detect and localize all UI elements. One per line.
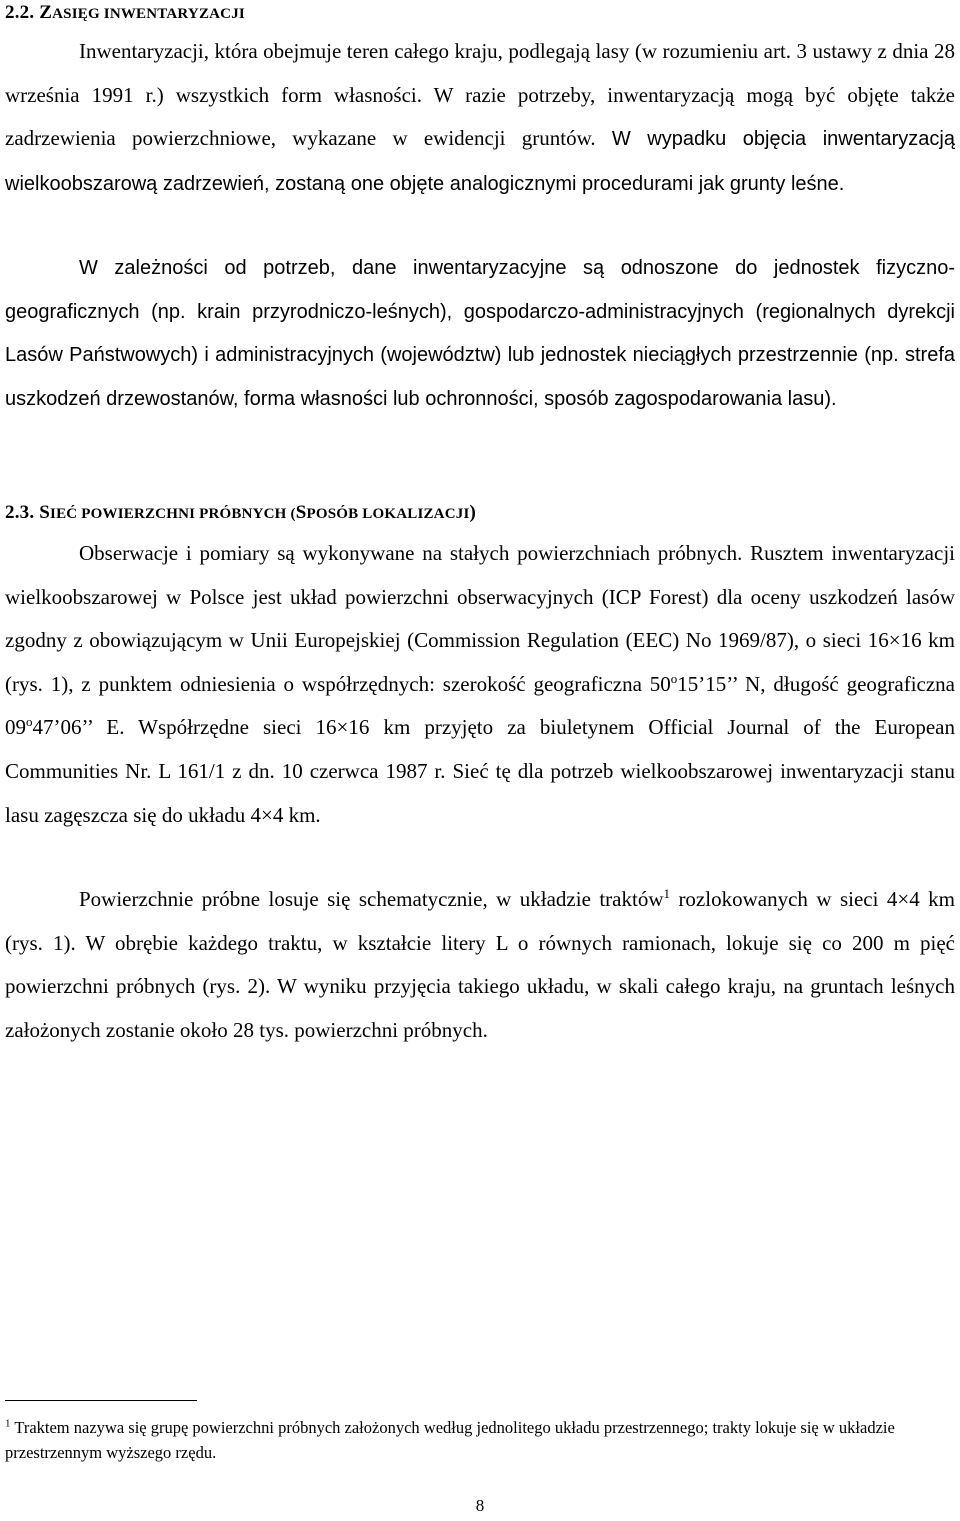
section-title-close: ) [469,502,477,523]
section-heading-2-3 [5,502,476,524]
page-number: 8 [475,1496,485,1515]
paragraph-units [5,247,955,421]
paragraph-scope [5,30,955,206]
footnote-text: Traktem nazywa się grupę powierzchni próbnych założonych według jednolitego układu przestrzennego; trakty lokuje się w układzie przestrzennym wyższego rzędu. [5,1418,895,1462]
paragraph-grid [5,532,955,837]
section-title-initial: Z [39,2,53,23]
footnote-marker: 1 [5,1417,11,1430]
paragraph-plots-text-b: rozlokowanych w sieci 4×4 km (rys. 1). W obrębie każdego traktu, w kształcie litery L o równych ramionach, lokuje się co 200 m pięć powierzchni próbnych (rys. 2). W wyniku przyjęcia takiego układu, w skali całego kraju, na gruntach leśnych założonych zostanie około 28 tys. powierzchni próbnych. [5,887,955,1042]
section-title-part-1: IEĆ POWIERZCHNI PRÓBNYCH ( [50,506,296,522]
footnote-divider [5,1400,197,1401]
degree-superscript: o [26,714,33,730]
paragraph-units-text: W zależności od potrzeb, dane inwentaryzacyjne są odnoszone do jednostek fizyczno-geograficznych (np. krain przyrodniczo-leśnych), gospodarczo-administracyjnych (regionalnych dyrekcji Lasów Państwowych) i administracyjnych (województw) lub jednostek nieciągłych przestrzennie (np. strefa uszkodzeń drzewostanów, forma własności lub ochronności, sposób zagospodarowania lasu). [5,257,955,410]
degree-superscript: o [670,670,678,686]
section-title-part-2: POSÓB LOKALIZACJI [306,506,470,522]
paragraph-grid-text-a: Obserwacje i pomiary są wykonywane na stałych powierzchniach próbnych. Rusztem inwentaryzacji wielkoobszarowej w Polsce jest układ powierzchni obserwacyjnych (ICP Forest) dla oceny uszkodzeń lasów zgodny z obowiązującym w Unii Europejskiej (Commission Regulation (EEC) No 1969/87), o sieci 16×16 km (rys. 1), z punktem odniesienia o współrzędnych: szerokość geograficzna 50 [5,541,955,696]
footnote [5,1415,955,1465]
section-number: 2.3. [5,502,35,523]
paragraph-grid-text-b: 15’15’’ N, długość geograficzna 09 [5,671,955,740]
paragraph-grid-text-c: 47’06’’ E. Współrzędne sieci 16×16 km przyjęto za biuletynem Official Journal of the European Communities Nr. L 161/1 z dn. 10 czerwca 1987 r. Sieć tę dla potrzeb wielkoobszarowej inwentaryzacji stanu lasu zagęszcza się do układu 4×4 km. [5,715,955,827]
paragraph-scope-sans-text: W wypadku objęcia inwentaryzacją wielkoobszarową zadrzewień, zostaną one objęte analogicznymi procedurami jak grunty leśne. [5,128,956,195]
section-title-initial: S [39,502,51,523]
section-title: ASIĘG INWENTARYZACJI [52,6,245,22]
section-title-initial-2: S [295,502,307,523]
section-heading-2-2 [5,2,245,24]
paragraph-scope-text: Inwentaryzacji, która obejmuje teren całego kraju, podlegają lasy (w rozumieniu art. 3 ustawy z dnia 28 września 1991 r.) wszystkich form własności. W razie potrzeby, inwentaryzacją mogą być objęte także zadrzewienia powierzchniowe, wykazane w ewidencji gruntów. [5,39,955,151]
paragraph-plots [5,878,955,1052]
section-number: 2.2. [5,2,35,23]
paragraph-plots-text-a: Powierzchnie próbne losuje się schematycznie, w układzie traktów [79,887,664,911]
footnote-reference: 1 [663,886,670,901]
